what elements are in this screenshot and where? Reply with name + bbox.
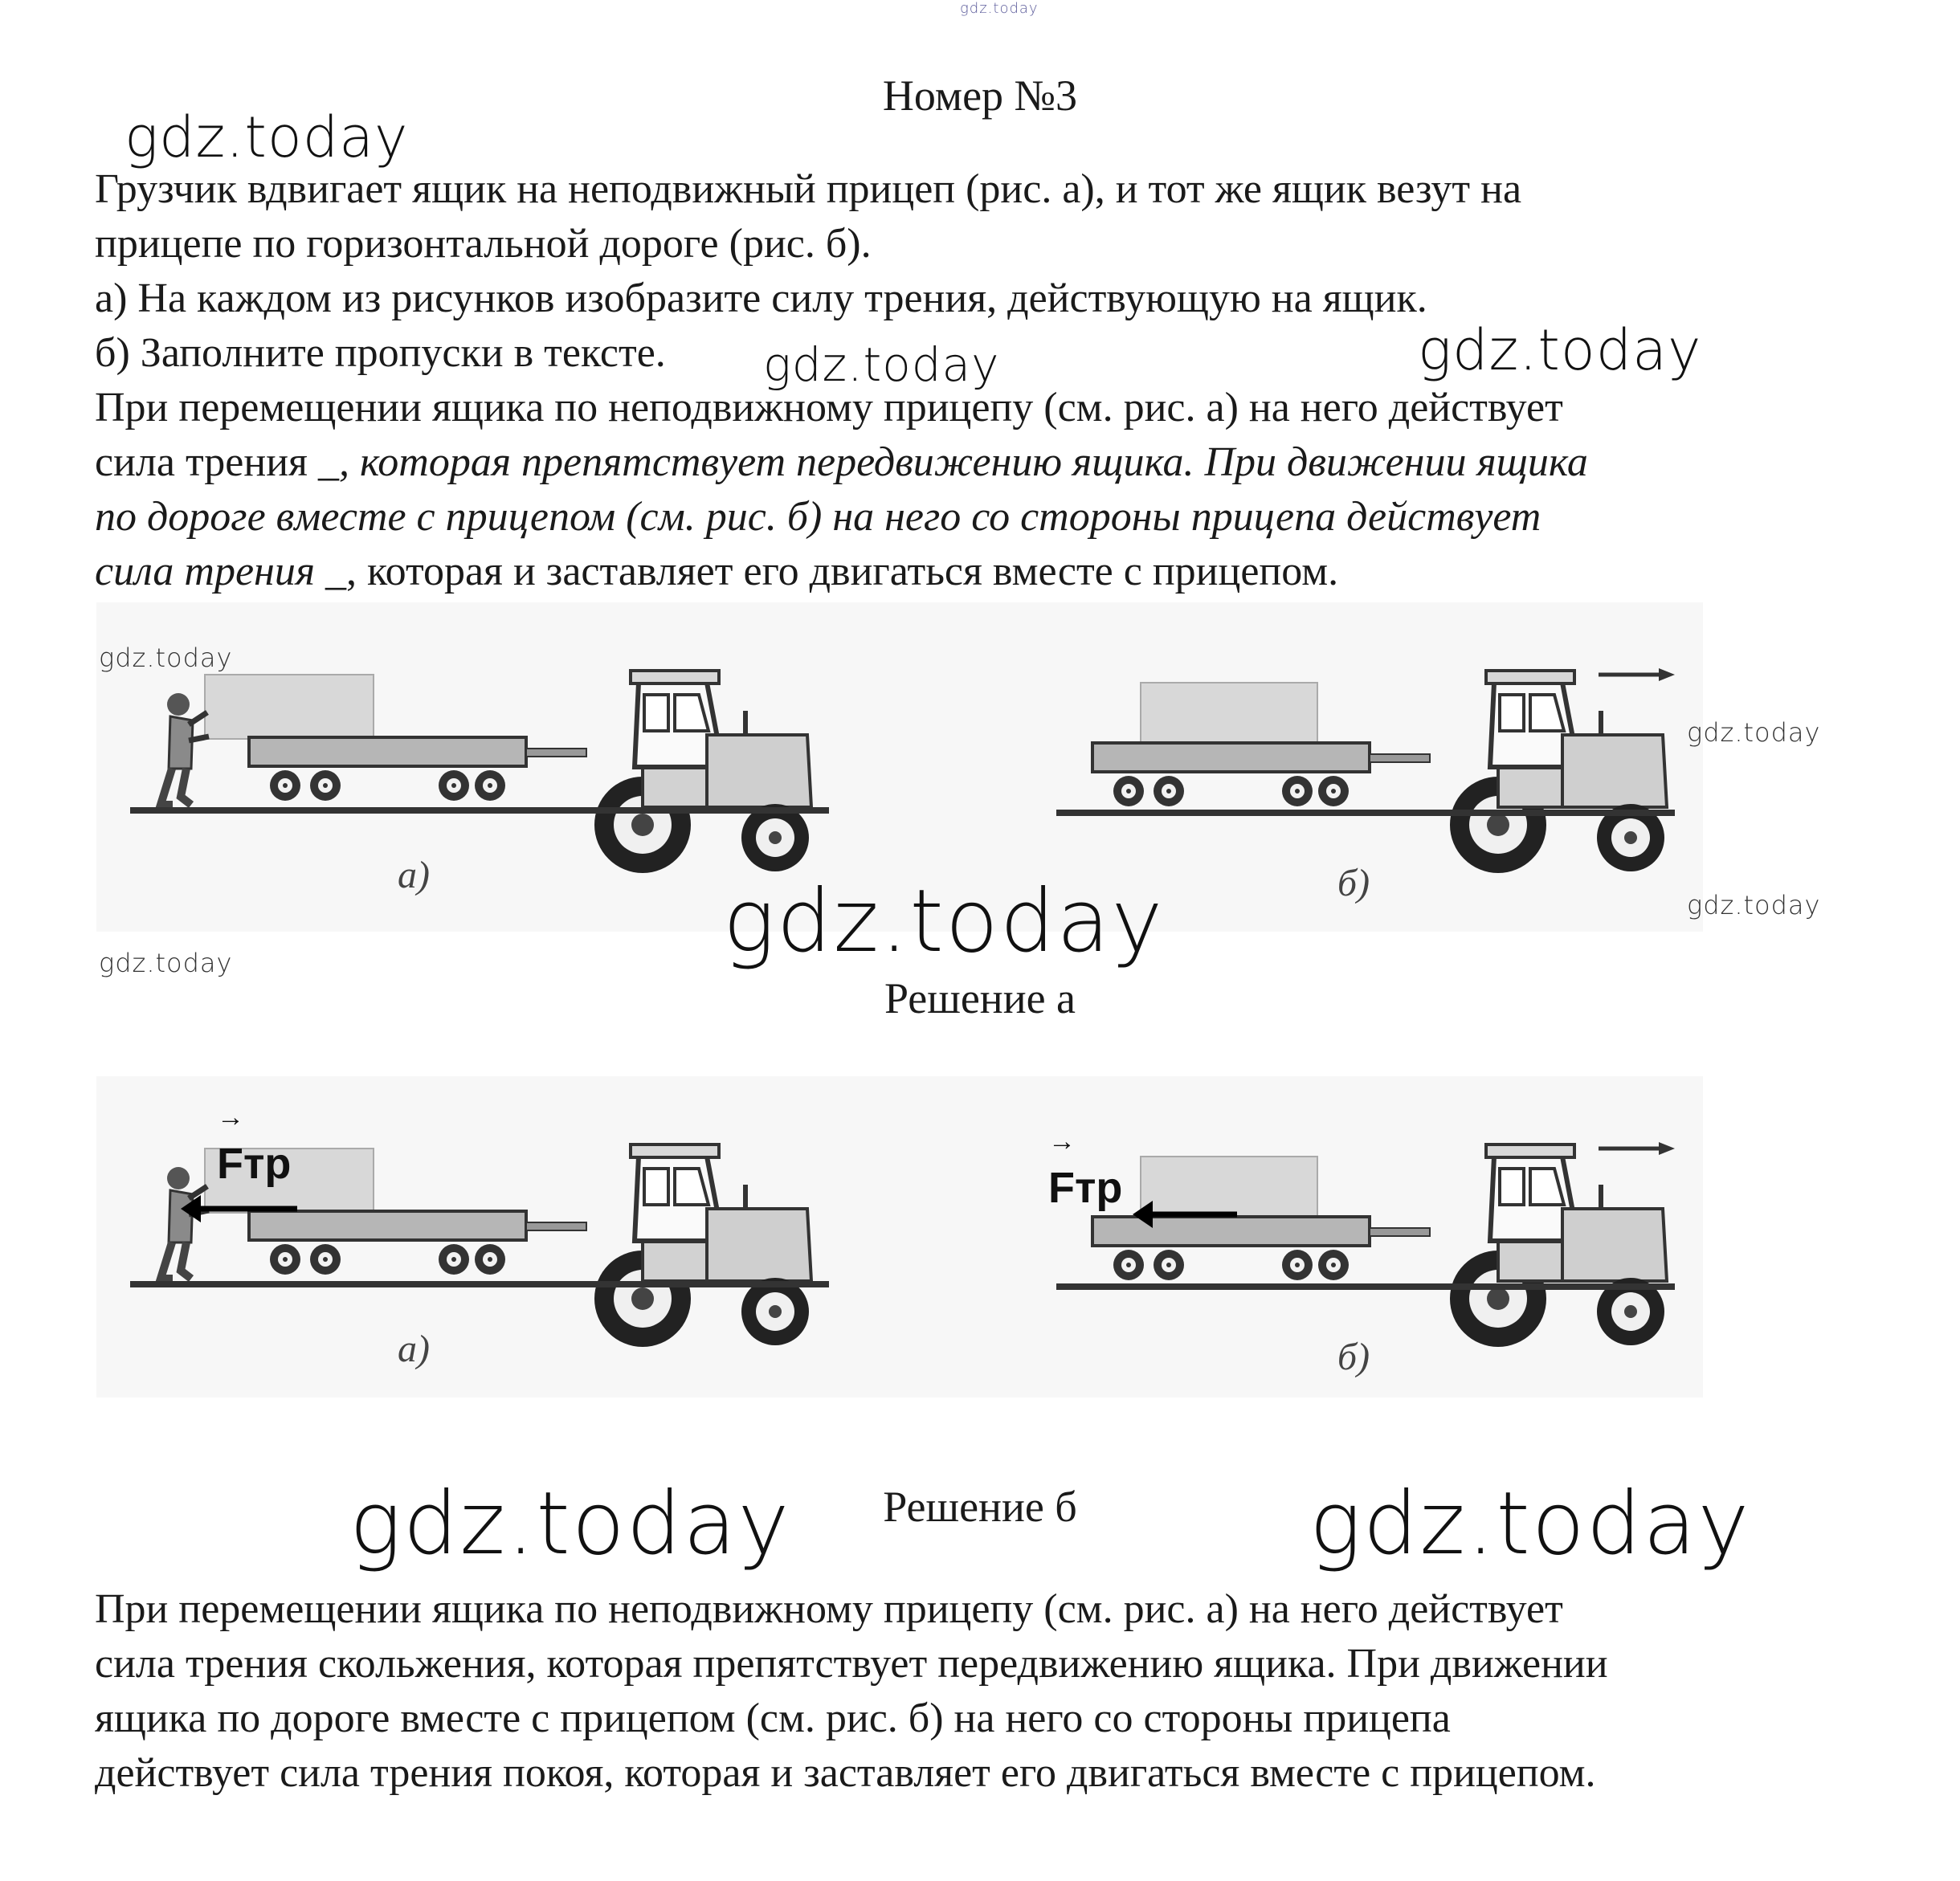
- watermark-3: gdz.today: [763, 337, 1000, 392]
- watermark-left: gdz.today: [349, 1474, 791, 1574]
- solution-caption-b: б): [1337, 1336, 1370, 1378]
- answer-text: [95, 1582, 1894, 1801]
- watermark-top: gdz.today: [960, 0, 1039, 17]
- italic-text: по дороге вместе с прицепом (см. рис. б) на него со стороны прицепа действует: [95, 494, 1541, 540]
- caption-b: б): [1337, 862, 1370, 904]
- watermark-s2: gdz.today: [1687, 717, 1821, 748]
- blank-2: сила трения _: [95, 549, 346, 594]
- solution-b-title: Решение б: [883, 1483, 1077, 1531]
- solution-caption-a: а): [398, 1328, 430, 1370]
- problem-line: При перемещении ящика по неподвижному прицепу (см. рис. а) на него действует: [95, 385, 1563, 430]
- problem-line: б) Заполните пропуски в тексте.: [95, 330, 666, 376]
- force-label-a: Fтр: [217, 1140, 292, 1188]
- problem-line: Грузчик вдвигает ящик на неподвижный прицеп (рис. а), и тот же ящик везут на: [95, 166, 1522, 212]
- caption-a: а): [398, 854, 430, 896]
- problem-line: [95, 490, 1894, 545]
- italic-text: , которая препятствует передвижению ящика. При движении ящика: [338, 439, 1588, 485]
- solution-a-title: Решение а: [884, 974, 1076, 1022]
- vector-mark-a: →: [217, 1102, 244, 1132]
- problem-line: [95, 435, 1894, 490]
- figure-solution: [96, 1076, 1703, 1397]
- watermark-s4: gdz.today: [99, 948, 233, 978]
- answer-line: ящика по дороге вместе с прицепом (см. рис. б) на него со стороны прицепа: [95, 1695, 1451, 1741]
- answer-line: сила трения скольжения, которая препятствует передвижению ящика. При движении: [95, 1641, 1608, 1687]
- answer-line: При перемещении ящика по неподвижному прицепу (см. рис. а) на него действует: [95, 1586, 1563, 1632]
- force-label-b: Fтр: [1048, 1164, 1123, 1212]
- page-title: Номер №3: [882, 71, 1078, 120]
- problem-text: [95, 162, 1894, 599]
- watermark-center: gdz.today: [723, 871, 1165, 972]
- problem-line: [95, 545, 1894, 599]
- answer-line: действует сила трения покоя, которая и заставляет его двигаться вместе с прицепом.: [95, 1750, 1596, 1796]
- blank-1: сила трения _: [95, 439, 339, 485]
- watermark-2: gdz.today: [1418, 317, 1702, 383]
- vector-mark-b: →: [1048, 1126, 1076, 1157]
- watermark-s3: gdz.today: [1687, 890, 1821, 920]
- problem-line: прицепе по горизонтальной дороге (рис. б).: [95, 221, 872, 267]
- watermark-1: gdz.today: [125, 104, 409, 170]
- problem-tail: , которая и заставляет его двигаться вместе с прицепом.: [346, 549, 1339, 594]
- watermark-s1: gdz.today: [99, 643, 233, 673]
- watermark-right: gdz.today: [1309, 1474, 1751, 1574]
- problem-line: а) На каждом из рисунков изобразите силу трения, действующую на ящик.: [95, 275, 1427, 321]
